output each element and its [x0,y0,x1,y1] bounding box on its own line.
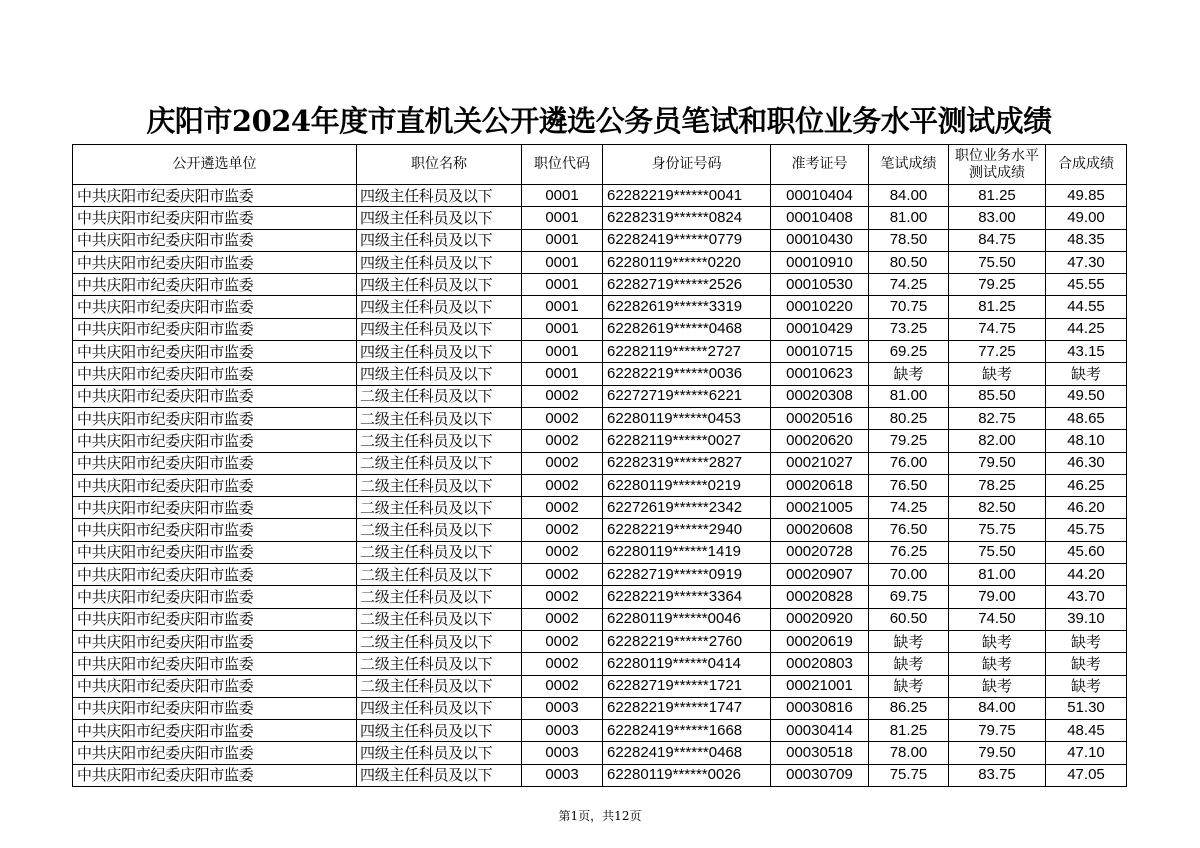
cell-test: 84.75 [949,229,1046,251]
cell-test: 81.00 [949,564,1046,586]
cell-ticket: 00020803 [771,653,869,675]
cell-unit: 中共庆阳市纪委庆阳市监委 [73,207,357,229]
cell-written: 74.25 [869,497,949,519]
cell-position: 四级主任科员及以下 [357,697,522,719]
cell-total: 45.75 [1046,519,1127,541]
page-title: 庆阳市2024年度市直机关公开遴选公务员笔试和职位业务水平测试成绩 [146,104,1052,138]
cell-ticket: 00010530 [771,274,869,296]
table-row [73,430,1127,452]
cell-unit: 中共庆阳市纪委庆阳市监委 [73,586,357,608]
cell-total: 44.25 [1046,318,1127,340]
cell-test: 75.50 [949,251,1046,273]
cell-id: 62282419******1668 [603,720,771,742]
cell-written: 缺考 [869,630,949,652]
cell-position: 二级主任科员及以下 [357,564,522,586]
cell-ticket: 00020608 [771,519,869,541]
table-row [73,363,1127,385]
cell-position: 四级主任科员及以下 [357,720,522,742]
cell-id: 62272619******2342 [603,497,771,519]
cell-unit: 中共庆阳市纪委庆阳市监委 [73,675,357,697]
cell-total: 缺考 [1046,653,1127,675]
table-row [73,229,1127,251]
cell-total: 48.65 [1046,407,1127,429]
cell-code: 0001 [522,363,603,385]
cell-unit: 中共庆阳市纪委庆阳市监委 [73,385,357,407]
cell-position: 四级主任科员及以下 [357,363,522,385]
cell-id: 62280119******0414 [603,653,771,675]
header-position: 职位名称 [357,145,522,185]
cell-code: 0001 [522,185,603,207]
cell-test: 83.00 [949,207,1046,229]
cell-unit: 中共庆阳市纪委庆阳市监委 [73,274,357,296]
cell-unit: 中共庆阳市纪委庆阳市监委 [73,452,357,474]
cell-written: 缺考 [869,675,949,697]
cell-unit: 中共庆阳市纪委庆阳市监委 [73,653,357,675]
cell-id: 62280119******0219 [603,474,771,496]
cell-code: 0002 [522,407,603,429]
cell-id: 62282419******0779 [603,229,771,251]
table-row [73,697,1127,719]
cell-total: 39.10 [1046,608,1127,630]
cell-test: 74.75 [949,318,1046,340]
cell-position: 二级主任科员及以下 [357,608,522,630]
header-written: 笔试成绩 [869,145,949,185]
table-row [73,675,1127,697]
cell-id: 62282619******3319 [603,296,771,318]
cell-ticket: 00020620 [771,430,869,452]
cell-code: 0002 [522,519,603,541]
cell-written: 70.75 [869,296,949,318]
cell-position: 二级主任科员及以下 [357,452,522,474]
cell-total: 46.20 [1046,497,1127,519]
cell-ticket: 00020516 [771,407,869,429]
cell-test: 79.25 [949,274,1046,296]
cell-written: 60.50 [869,608,949,630]
cell-code: 0002 [522,653,603,675]
header-id: 身份证号码 [603,145,771,185]
cell-test: 83.75 [949,764,1046,786]
cell-position: 二级主任科员及以下 [357,541,522,563]
cell-test: 75.50 [949,541,1046,563]
cell-code: 0002 [522,385,603,407]
table-row [73,541,1127,563]
cell-ticket: 00010404 [771,185,869,207]
cell-position: 四级主任科员及以下 [357,274,522,296]
cell-written: 79.25 [869,430,949,452]
cell-code: 0002 [522,452,603,474]
cell-ticket: 00010715 [771,341,869,363]
cell-id: 62282719******1721 [603,675,771,697]
cell-ticket: 00020619 [771,630,869,652]
cell-test: 78.25 [949,474,1046,496]
cell-id: 62282319******0824 [603,207,771,229]
cell-position: 四级主任科员及以下 [357,207,522,229]
cell-test: 74.50 [949,608,1046,630]
cell-test: 缺考 [949,630,1046,652]
cell-code: 0003 [522,742,603,764]
cell-unit: 中共庆阳市纪委庆阳市监委 [73,564,357,586]
table-row [73,207,1127,229]
cell-code: 0002 [522,541,603,563]
scores-table [72,144,1127,787]
cell-id: 62282619******0468 [603,318,771,340]
cell-position: 四级主任科员及以下 [357,229,522,251]
cell-unit: 中共庆阳市纪委庆阳市监委 [73,251,357,273]
cell-position: 二级主任科员及以下 [357,497,522,519]
cell-id: 62282719******0919 [603,564,771,586]
cell-total: 47.10 [1046,742,1127,764]
cell-position: 二级主任科员及以下 [357,385,522,407]
cell-id: 62280119******1419 [603,541,771,563]
cell-ticket: 00020308 [771,385,869,407]
cell-total: 47.30 [1046,251,1127,273]
table-row [73,564,1127,586]
cell-ticket: 00010910 [771,251,869,273]
cell-position: 二级主任科员及以下 [357,407,522,429]
cell-total: 缺考 [1046,630,1127,652]
header-code: 职位代码 [522,145,603,185]
table-row [73,720,1127,742]
cell-written: 78.50 [869,229,949,251]
cell-ticket: 00010623 [771,363,869,385]
cell-ticket: 00030518 [771,742,869,764]
table-row [73,653,1127,675]
table-row [73,341,1127,363]
cell-written: 86.25 [869,697,949,719]
cell-id: 62272719******6221 [603,385,771,407]
table-row [73,474,1127,496]
cell-total: 44.55 [1046,296,1127,318]
cell-total: 缺考 [1046,363,1127,385]
cell-written: 80.50 [869,251,949,273]
header-ticket: 准考证号 [771,145,869,185]
cell-code: 0002 [522,630,603,652]
cell-unit: 中共庆阳市纪委庆阳市监委 [73,296,357,318]
page-footer: 第1页，共12页 [558,809,642,823]
table-row [73,586,1127,608]
cell-position: 二级主任科员及以下 [357,630,522,652]
cell-test: 79.75 [949,720,1046,742]
cell-test: 82.75 [949,407,1046,429]
cell-id: 62280119******0453 [603,407,771,429]
cell-code: 0002 [522,564,603,586]
cell-position: 四级主任科员及以下 [357,251,522,273]
cell-unit: 中共庆阳市纪委庆阳市监委 [73,541,357,563]
cell-position: 四级主任科员及以下 [357,742,522,764]
cell-code: 0001 [522,229,603,251]
cell-total: 47.05 [1046,764,1127,786]
cell-ticket: 00010429 [771,318,869,340]
cell-position: 二级主任科员及以下 [357,586,522,608]
cell-code: 0001 [522,251,603,273]
cell-id: 62280119******0046 [603,608,771,630]
cell-written: 73.25 [869,318,949,340]
table-row [73,519,1127,541]
table-row [73,764,1127,786]
table-row [73,385,1127,407]
cell-ticket: 00020907 [771,564,869,586]
cell-code: 0001 [522,296,603,318]
cell-ticket: 00010408 [771,207,869,229]
table-body [73,185,1127,787]
cell-ticket: 00020728 [771,541,869,563]
table-row [73,407,1127,429]
header-test: 职位业务水平测试成绩 [949,145,1046,185]
cell-total: 48.35 [1046,229,1127,251]
cell-id: 62282119******2727 [603,341,771,363]
cell-position: 四级主任科员及以下 [357,185,522,207]
cell-ticket: 00020920 [771,608,869,630]
table-row [73,185,1127,207]
cell-unit: 中共庆阳市纪委庆阳市监委 [73,697,357,719]
cell-code: 0002 [522,675,603,697]
table-row [73,630,1127,652]
cell-written: 81.00 [869,385,949,407]
cell-test: 85.50 [949,385,1046,407]
cell-written: 75.75 [869,764,949,786]
cell-total: 48.45 [1046,720,1127,742]
cell-ticket: 00010430 [771,229,869,251]
cell-total: 49.00 [1046,207,1127,229]
cell-code: 0002 [522,608,603,630]
header-row [73,145,1127,185]
cell-position: 二级主任科员及以下 [357,653,522,675]
cell-position: 二级主任科员及以下 [357,474,522,496]
cell-unit: 中共庆阳市纪委庆阳市监委 [73,608,357,630]
cell-total: 43.15 [1046,341,1127,363]
cell-code: 0001 [522,341,603,363]
cell-test: 75.75 [949,519,1046,541]
table-row [73,318,1127,340]
cell-total: 44.20 [1046,564,1127,586]
cell-unit: 中共庆阳市纪委庆阳市监委 [73,764,357,786]
table-row [73,251,1127,273]
cell-total: 46.30 [1046,452,1127,474]
cell-id: 62282219******2760 [603,630,771,652]
cell-unit: 中共庆阳市纪委庆阳市监委 [73,630,357,652]
cell-unit: 中共庆阳市纪委庆阳市监委 [73,519,357,541]
cell-code: 0003 [522,697,603,719]
cell-ticket: 00021027 [771,452,869,474]
cell-written: 76.25 [869,541,949,563]
cell-id: 62282719******2526 [603,274,771,296]
cell-written: 80.25 [869,407,949,429]
cell-code: 0002 [522,474,603,496]
cell-unit: 中共庆阳市纪委庆阳市监委 [73,363,357,385]
cell-position: 四级主任科员及以下 [357,318,522,340]
cell-total: 缺考 [1046,675,1127,697]
cell-position: 四级主任科员及以下 [357,296,522,318]
cell-total: 49.50 [1046,385,1127,407]
cell-written: 84.00 [869,185,949,207]
cell-unit: 中共庆阳市纪委庆阳市监委 [73,497,357,519]
cell-total: 46.25 [1046,474,1127,496]
cell-position: 四级主任科员及以下 [357,341,522,363]
cell-id: 62282219******1747 [603,697,771,719]
cell-written: 缺考 [869,363,949,385]
table-row [73,497,1127,519]
cell-unit: 中共庆阳市纪委庆阳市监委 [73,720,357,742]
cell-written: 69.75 [869,586,949,608]
cell-ticket: 00020828 [771,586,869,608]
cell-test: 79.00 [949,586,1046,608]
cell-code: 0003 [522,720,603,742]
cell-test: 81.25 [949,185,1046,207]
cell-ticket: 00030709 [771,764,869,786]
cell-test: 82.50 [949,497,1046,519]
cell-ticket: 00010220 [771,296,869,318]
cell-written: 69.25 [869,341,949,363]
cell-test: 81.25 [949,296,1046,318]
cell-id: 62282119******0027 [603,430,771,452]
cell-unit: 中共庆阳市纪委庆阳市监委 [73,430,357,452]
cell-test: 79.50 [949,742,1046,764]
cell-test: 缺考 [949,675,1046,697]
cell-position: 二级主任科员及以下 [357,675,522,697]
cell-ticket: 00021005 [771,497,869,519]
cell-id: 62280119******0026 [603,764,771,786]
table-row [73,296,1127,318]
cell-position: 四级主任科员及以下 [357,764,522,786]
cell-total: 51.30 [1046,697,1127,719]
cell-ticket: 00020618 [771,474,869,496]
cell-test: 缺考 [949,653,1046,675]
cell-id: 62282419******0468 [603,742,771,764]
cell-id: 62280119******0220 [603,251,771,273]
cell-id: 62282319******2827 [603,452,771,474]
cell-written: 76.00 [869,452,949,474]
cell-test: 84.00 [949,697,1046,719]
header-total: 合成成绩 [1046,145,1127,185]
cell-written: 81.00 [869,207,949,229]
cell-unit: 中共庆阳市纪委庆阳市监委 [73,341,357,363]
table-row [73,608,1127,630]
cell-unit: 中共庆阳市纪委庆阳市监委 [73,318,357,340]
cell-unit: 中共庆阳市纪委庆阳市监委 [73,185,357,207]
cell-id: 62282219******0041 [603,185,771,207]
cell-unit: 中共庆阳市纪委庆阳市监委 [73,407,357,429]
cell-total: 45.55 [1046,274,1127,296]
cell-code: 0002 [522,430,603,452]
cell-unit: 中共庆阳市纪委庆阳市监委 [73,229,357,251]
cell-code: 0001 [522,207,603,229]
cell-total: 43.70 [1046,586,1127,608]
cell-code: 0001 [522,274,603,296]
header-unit: 公开遴选单位 [73,145,357,185]
cell-test: 77.25 [949,341,1046,363]
cell-total: 49.85 [1046,185,1127,207]
cell-id: 62282219******3364 [603,586,771,608]
cell-test: 82.00 [949,430,1046,452]
cell-id: 62282219******0036 [603,363,771,385]
cell-total: 48.10 [1046,430,1127,452]
cell-written: 缺考 [869,653,949,675]
cell-unit: 中共庆阳市纪委庆阳市监委 [73,742,357,764]
cell-written: 81.25 [869,720,949,742]
cell-position: 二级主任科员及以下 [357,430,522,452]
cell-position: 二级主任科员及以下 [357,519,522,541]
cell-ticket: 00030414 [771,720,869,742]
cell-unit: 中共庆阳市纪委庆阳市监委 [73,474,357,496]
cell-total: 45.60 [1046,541,1127,563]
cell-test: 缺考 [949,363,1046,385]
table-row [73,274,1127,296]
table-row [73,742,1127,764]
cell-written: 70.00 [869,564,949,586]
cell-id: 62282219******2940 [603,519,771,541]
table-row [73,452,1127,474]
cell-code: 0003 [522,764,603,786]
cell-written: 76.50 [869,519,949,541]
cell-code: 0002 [522,497,603,519]
cell-ticket: 00021001 [771,675,869,697]
cell-test: 79.50 [949,452,1046,474]
cell-code: 0001 [522,318,603,340]
cell-written: 74.25 [869,274,949,296]
cell-written: 78.00 [869,742,949,764]
cell-written: 76.50 [869,474,949,496]
cell-ticket: 00030816 [771,697,869,719]
cell-code: 0002 [522,586,603,608]
